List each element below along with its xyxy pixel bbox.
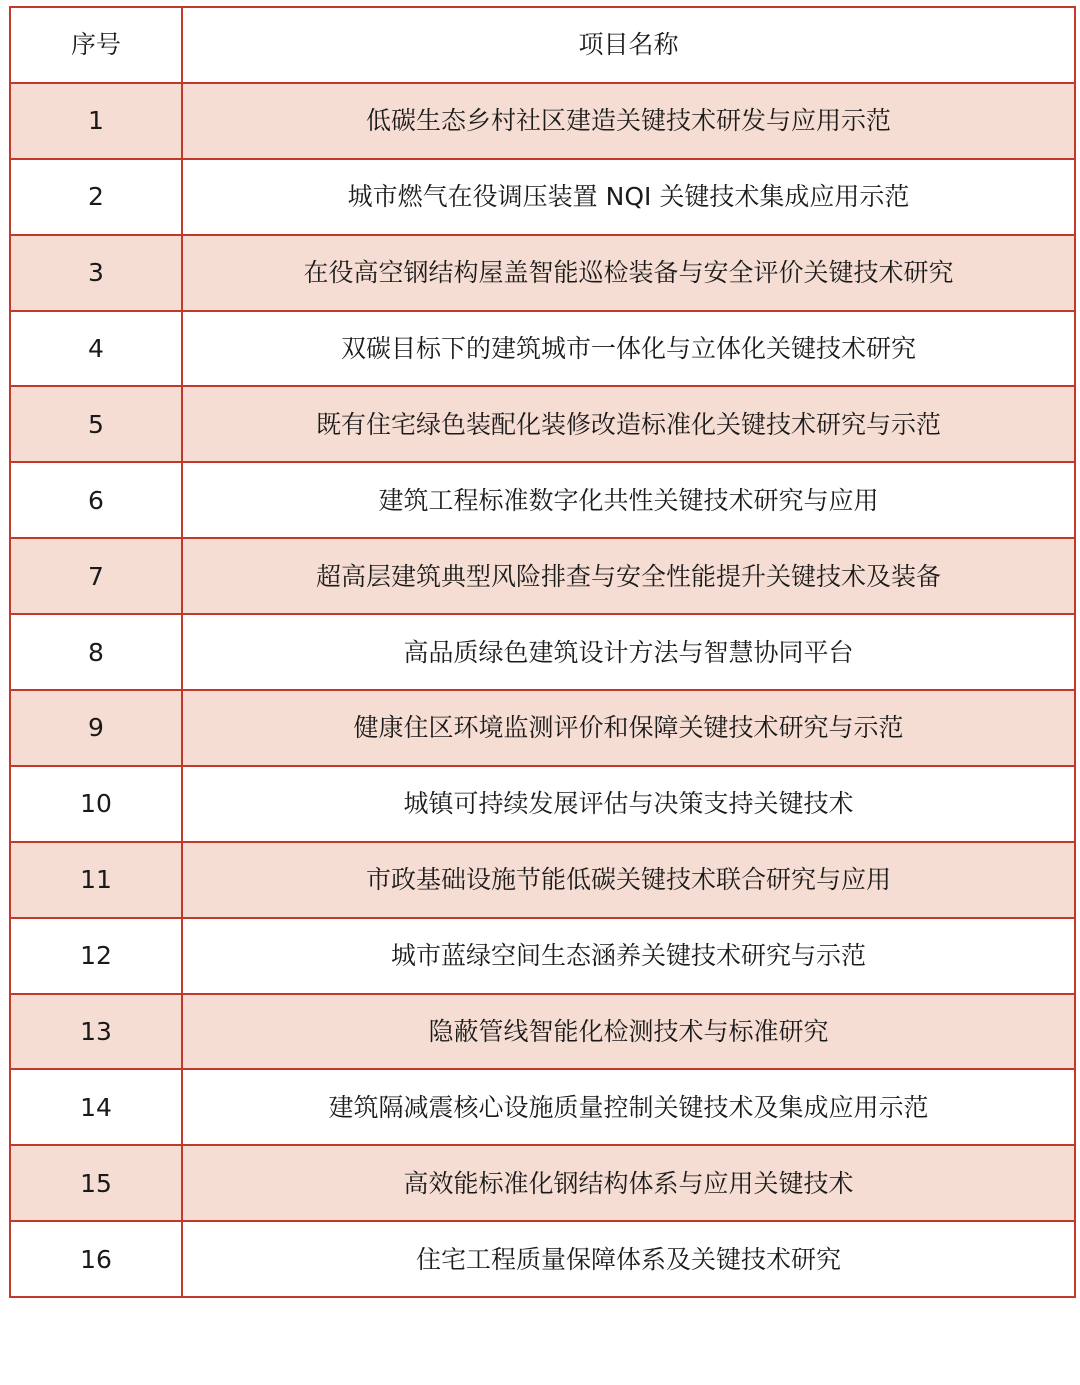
row-project-name: 低碳生态乡村社区建造关键技术研发与应用示范 — [182, 83, 1075, 159]
row-project-name: 在役高空钢结构屋盖智能巡检装备与安全评价关键技术研究 — [182, 235, 1075, 311]
table-row — [10, 83, 1075, 159]
row-project-name: 健康住区环境监测评价和保障关键技术研究与示范 — [182, 690, 1075, 766]
row-project-name: 城市燃气在役调压装置 NQI 关键技术集成应用示范 — [182, 159, 1075, 235]
table-row — [10, 462, 1075, 538]
table-row — [10, 538, 1075, 614]
table-row — [10, 918, 1075, 994]
row-number: 7 — [10, 538, 182, 614]
table-row — [10, 235, 1075, 311]
row-number: 9 — [10, 690, 182, 766]
row-project-name: 高效能标准化钢结构体系与应用关键技术 — [182, 1145, 1075, 1221]
row-project-name: 隐蔽管线智能化检测技术与标准研究 — [182, 994, 1075, 1070]
row-project-name: 城市蓝绿空间生态涵养关键技术研究与示范 — [182, 918, 1075, 994]
table-row — [10, 614, 1075, 690]
row-number: 12 — [10, 918, 182, 994]
row-project-name: 既有住宅绿色装配化装修改造标准化关键技术研究与示范 — [182, 386, 1075, 462]
table-row — [10, 842, 1075, 918]
project-table-container — [9, 6, 1074, 1298]
row-project-name: 城镇可持续发展评估与决策支持关键技术 — [182, 766, 1075, 842]
table-row — [10, 1069, 1075, 1145]
table-row — [10, 994, 1075, 1070]
row-number: 8 — [10, 614, 182, 690]
row-number: 15 — [10, 1145, 182, 1221]
row-number: 11 — [10, 842, 182, 918]
row-number: 14 — [10, 1069, 182, 1145]
row-number: 2 — [10, 159, 182, 235]
table-header-row — [10, 7, 1075, 83]
row-number: 5 — [10, 386, 182, 462]
row-project-name: 超高层建筑典型风险排查与安全性能提升关键技术及装备 — [182, 538, 1075, 614]
row-project-name: 高品质绿色建筑设计方法与智慧协同平台 — [182, 614, 1075, 690]
row-number: 10 — [10, 766, 182, 842]
table-row — [10, 311, 1075, 387]
table-row — [10, 386, 1075, 462]
row-project-name: 双碳目标下的建筑城市一体化与立体化关键技术研究 — [182, 311, 1075, 387]
table-row — [10, 766, 1075, 842]
row-project-name: 建筑工程标准数字化共性关键技术研究与应用 — [182, 462, 1075, 538]
table-row — [10, 1145, 1075, 1221]
row-number: 16 — [10, 1221, 182, 1297]
row-number: 1 — [10, 83, 182, 159]
header-project-name: 项目名称 — [182, 7, 1075, 83]
row-number: 13 — [10, 994, 182, 1070]
row-project-name: 市政基础设施节能低碳关键技术联合研究与应用 — [182, 842, 1075, 918]
table-row — [10, 159, 1075, 235]
row-number: 3 — [10, 235, 182, 311]
row-project-name: 建筑隔减震核心设施质量控制关键技术及集成应用示范 — [182, 1069, 1075, 1145]
table-row — [10, 1221, 1075, 1297]
project-table — [9, 6, 1076, 1298]
row-number: 4 — [10, 311, 182, 387]
row-number: 6 — [10, 462, 182, 538]
header-number: 序号 — [10, 7, 182, 83]
table-row — [10, 690, 1075, 766]
row-project-name: 住宅工程质量保障体系及关键技术研究 — [182, 1221, 1075, 1297]
